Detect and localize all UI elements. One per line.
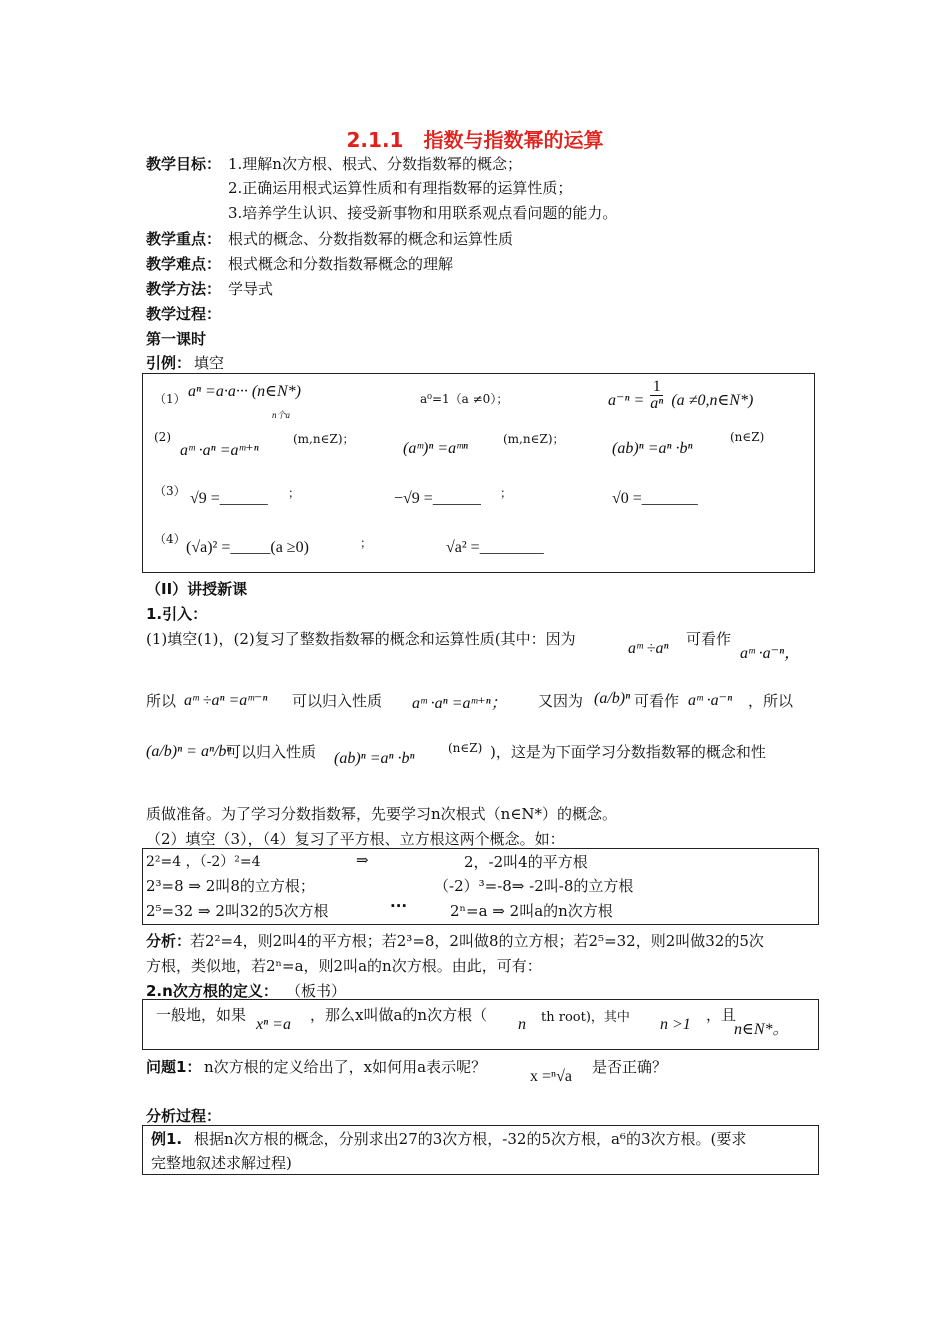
sqrt-a-squared-blank: (√a)² =_____(a ≥0) [186,539,309,556]
analysis-line-1: 若2²=4，则2叫4的平方根；若2³=8，2叫做8的立方根；若2⁵=32，则2叫做32的5次 [190,932,764,950]
p2-text-d: 可看作 [634,692,680,710]
p2-text-b: 可以归入性质 [292,692,383,710]
row4-number: （4） [154,532,186,546]
lesson-label: 第一课时 [146,330,207,348]
section-2-heading: （II）讲授新课 [146,580,248,598]
square-root-conclusion: 2，-2叫4的平方根 [464,853,588,871]
question-1-label: 问题1： [146,1058,202,1076]
key-label: 教学重点： [146,230,222,248]
p3-text-b: )，这是为下面学习分数指数幂的概念和性 [490,743,766,761]
p3-text-a: 可以归入性质 [226,743,317,761]
def-formula-3: n >1 [660,1016,691,1033]
difficulty-label: 教学难点： [146,255,222,273]
def-formula-1: xⁿ =a [256,1016,291,1033]
row2-number: (2) [154,430,171,444]
def-text-b: ，那么x叫做a的n次方根（ [310,1006,488,1024]
n-a-subscript: n个a [272,410,291,420]
p1-formula-division: aᵐ ÷aⁿ [628,640,669,657]
intro-subheading: 1.引入： [146,605,208,623]
paragraph-4: 质做准备。为了学习分数指数幂，先要学习n次根式（n∈N*）的概念。 [146,805,618,823]
negative-power [608,377,754,412]
product-rule: aᵐ ·aⁿ =aᵐ⁺ⁿ [180,442,259,459]
power-rule-condition: (m,n∈Z)； [503,432,565,446]
semicolon-1: ； [288,486,301,500]
def-formula-4: n∈N*。 [734,1021,789,1038]
row3-number: （3） [154,484,186,498]
fifth-root-example: 2⁵=32 ⇒ 2叫32的5次方根 [146,902,329,920]
def-text-d: ，且 [706,1006,737,1024]
p2-formula-3: (a/b)ⁿ [594,690,631,707]
ellipsis: ··· [390,897,408,915]
goal-1: 1.理解n次方根、根式、分数指数幂的概念； [228,155,522,173]
goals-label: 教学目标： [146,155,222,173]
def-text-c: th root)，其中 [541,1010,630,1025]
power-definition: aⁿ =a·a··· (n∈N*) [188,383,302,400]
definition-note: （板书） [286,982,347,1000]
p1-formula-product: aᵐ ·a⁻ⁿ， [740,645,801,662]
sqrt0-blank: √0 =_______ [612,490,698,507]
method-label: 教学方法： [146,280,222,298]
product-rule-condition: (m,n∈Z)； [293,432,355,446]
example-1-line-2: 完整地叙述求解过程) [151,1154,292,1172]
negative-power-lhs: a⁻ⁿ = [608,392,645,409]
negative-cube-root-example: （-2）³=-8⇒ -2叫-8的立方根 [434,877,634,895]
question-1-formula: x =ⁿ√a [530,1068,572,1085]
fraction-denominator: aⁿ [650,394,664,412]
question-1-tail: 是否正确？ [592,1058,668,1076]
sqrt-of-a-squared-blank: √a² =________ [446,539,544,556]
example-1-line-1: 根据n次方根的概念，分别求出27的3次方根，-32的5次方根，a⁶的3次方根。(要求 [194,1130,747,1148]
negative-power-fraction [650,379,663,412]
neg-sqrt9-blank: −√9 =______ [394,490,481,507]
zero-power: a⁰=1（a ≠0）； [420,392,509,406]
p1-text-mid: 可看作 [686,630,732,648]
cube-root-example: 2³=8 ⇒ 2叫8的立方根； [146,877,315,895]
fraction-numerator: 1 [650,379,663,396]
goal-3: 3.培养学生认识、接受新事物和用联系观点看问题的能力。 [228,204,618,222]
sqrt9-blank: √9 =______ [190,490,268,507]
p2-formula-1: aᵐ ÷aⁿ =aᵐ⁻ⁿ [184,692,268,709]
p3-condition: (n∈Z) [448,741,483,755]
p3-formula-2: (ab)ⁿ =aⁿ ·bⁿ [334,750,415,767]
difficulty-text: 根式概念和分数指数幂概念的理解 [228,255,454,273]
method-text: 学导式 [228,280,274,298]
key-text: 根式的概念、分数指数幂的概念和运算性质 [228,230,514,248]
def-text-a: 一般地，如果 [156,1006,247,1024]
page-title: 2.1.1 指数与指数幂的运算 [346,128,604,152]
analysis-process-label: 分析过程： [146,1107,222,1125]
product-power-condition: (n∈Z) [730,430,765,444]
question-1-text: n次方根的定义给出了，x如何用a表示呢？ [204,1058,487,1076]
p2-text-c: 又因为 [538,692,584,710]
intro-label: 引例： [146,354,192,372]
power-rule: (aᵐ)ⁿ =aᵐⁿ [403,440,468,457]
process-label: 教学过程： [146,305,222,323]
product-power-rule: (ab)ⁿ =aⁿ ·bⁿ [612,440,693,457]
goal-2: 2.正确运用根式运算性质和有理指数幂的运算性质； [228,179,573,197]
row1-number: （1） [154,392,186,406]
nth-root-example: 2ⁿ=a ⇒ 2叫a的n次方根 [450,902,613,920]
intro-text: 填空 [194,354,225,372]
p2-text-a: 所以 [146,692,177,710]
analysis-label: 分析： [146,932,192,950]
p2-formula-2: aᵐ ·aⁿ =aᵐ⁺ⁿ； [412,695,507,712]
definition-heading: 2.n次方根的定义： [146,982,278,1000]
paragraph-1: (1)填空(1)，(2)复习了整数指数幂的概念和运算性质(其中：因为 [146,630,576,648]
negative-power-condition: (a ≠0,n∈N*) [671,392,754,409]
p3-formula-1: (a/b)ⁿ = aⁿ/bⁿ [146,743,232,760]
square-root-example: 2²=4 ，（-2）²=4 [146,854,261,870]
analysis-line-2: 方根，类似地，若2ⁿ=a，则2叫a的n次方根。由此，可有： [146,957,542,975]
semicolon-2: ； [500,486,513,500]
example-1-label: 例1. [151,1130,183,1148]
p2-formula-4: aᵐ ·a⁻ⁿ [688,692,733,709]
paragraph-5: （2）填空（3），（4）复习了平方根、立方根这两个概念。如： [146,830,565,848]
semicolon-3: ； [360,536,373,550]
implies-arrow: ⇒ [356,851,369,869]
p2-text-e: ，所以 [748,692,794,710]
def-formula-2: n [518,1016,526,1033]
